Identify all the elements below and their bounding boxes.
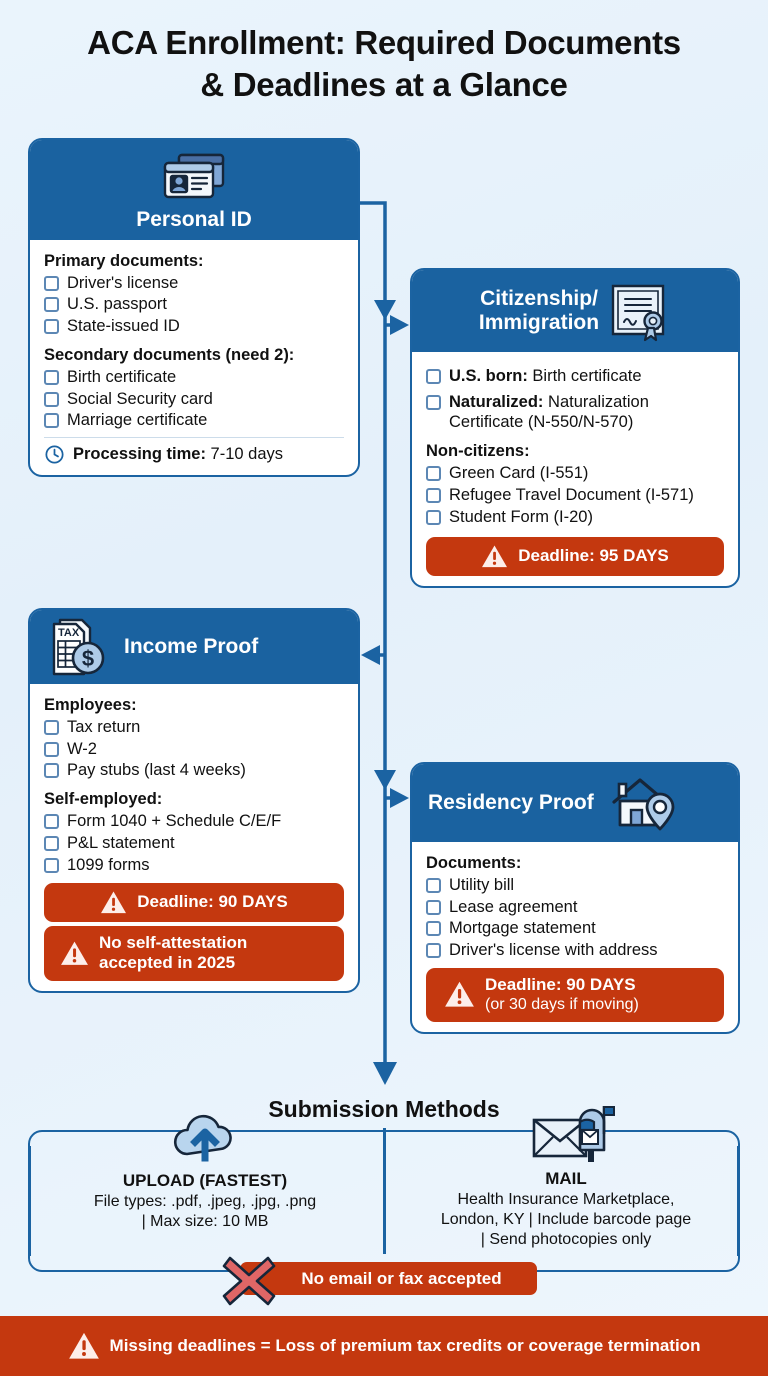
card-citizenship[interactable]: [410, 268, 740, 588]
checkbox-icon[interactable]: [44, 392, 59, 407]
checklist-label: Social Security card: [67, 389, 213, 408]
checklist-item[interactable]: [44, 717, 344, 737]
checkbox-icon[interactable]: [426, 900, 441, 915]
checklist-label: Form 1040 + Schedule C/E/F: [67, 812, 282, 831]
clock-icon: [44, 444, 65, 465]
submission-divider-right: [737, 1146, 740, 1256]
checklist-label: Green Card (I-551): [449, 464, 589, 483]
checkbox-icon[interactable]: [426, 369, 441, 384]
checklist-item[interactable]: [44, 316, 344, 336]
warning-triangle-icon: [68, 1331, 100, 1361]
submission-method-upload: [40, 1108, 370, 1232]
checkbox-icon[interactable]: [44, 276, 59, 291]
checklist-item[interactable]: [44, 410, 344, 430]
warning-badge-self-attestation: [44, 926, 344, 981]
checklist-label: Driver's license with address: [449, 940, 658, 959]
checklist-label: Student Form (I-20): [449, 507, 593, 526]
checklist-label: Mortgage statement: [449, 919, 596, 938]
card-citizenship-header: [412, 270, 738, 352]
card-citizenship-title: [479, 287, 599, 334]
card-personal-id-body: [30, 240, 358, 476]
processing-time-value: 7-10 days: [205, 445, 284, 464]
no-email-text: No email or fax accepted: [301, 1268, 502, 1288]
checklist-item[interactable]: [426, 918, 724, 938]
processing-time-label: Processing time:: [73, 445, 206, 464]
checklist-label: P&L statement: [67, 834, 175, 852]
card-residency-proof[interactable]: [410, 762, 740, 1034]
checklist-label: Lease agreement: [449, 897, 578, 916]
upload-desc-line1: File types: .pdf, .jpeg, .jpg, .png: [93, 1193, 317, 1210]
card-income-body: [30, 684, 358, 991]
checklist-label-bold: U.S. born:: [449, 367, 528, 385]
svg-text:$: $: [81, 646, 95, 671]
warning-triangle-icon: [100, 890, 127, 915]
checkbox-icon[interactable]: [44, 720, 59, 735]
upload-method-name: UPLOAD (FASTEST): [122, 1171, 288, 1190]
checklist-item[interactable]: [426, 463, 724, 483]
card-personal-id[interactable]: [28, 138, 360, 477]
warning-triangle-icon: [444, 980, 475, 1009]
checkbox-icon[interactable]: [44, 836, 59, 851]
checklist-item[interactable]: [44, 811, 344, 831]
certificate-icon: [605, 278, 671, 344]
checkbox-icon[interactable]: [44, 413, 59, 428]
warning-triangle-icon: [60, 940, 89, 967]
section-divider: [44, 437, 344, 438]
mail-desc-line3: | Send photocopies only: [480, 1231, 652, 1248]
card-personal-id-header: [30, 140, 358, 240]
mail-method-name: MAIL: [545, 1169, 587, 1188]
checkbox-icon[interactable]: [44, 742, 59, 757]
checkbox-icon[interactable]: [426, 510, 441, 525]
title-line2: & Deadlines at a Glance: [200, 66, 568, 104]
submission-divider-center: [383, 1128, 386, 1254]
checkbox-icon[interactable]: [426, 921, 441, 936]
card-residency-body: [412, 842, 738, 1032]
deadline-badge-residency: [426, 968, 724, 1022]
processing-time-row: [44, 444, 344, 465]
warning-triangle-icon: [481, 544, 508, 569]
id-card-icon: [157, 148, 231, 206]
checklist-label: 1099 forms: [67, 855, 150, 874]
checklist-label-bold: Naturalized:: [449, 393, 544, 412]
checklist-item[interactable]: [44, 367, 344, 387]
card-personal-id-title: Personal ID: [136, 208, 252, 231]
checklist-item[interactable]: [44, 760, 344, 780]
warning-line1: No self-attestation: [99, 932, 248, 952]
card-income-proof[interactable]: [28, 608, 360, 993]
upload-desc-line2: | Max size: 10 MB: [141, 1213, 269, 1230]
deadline-badge-citizenship: [426, 537, 724, 576]
checklist-label: Driver's license: [67, 273, 179, 292]
card-income-title: Income Proof: [124, 635, 259, 659]
house-location-pin-icon: [608, 774, 678, 832]
checklist-label: Utility bill: [449, 876, 515, 894]
checkbox-icon[interactable]: [426, 878, 441, 893]
checkbox-icon[interactable]: [426, 943, 441, 958]
deadline-badge-income: [44, 883, 344, 922]
group-label: Primary documents:: [44, 251, 204, 270]
checklist-item[interactable]: [426, 940, 724, 960]
card-citizenship-body: [412, 352, 738, 586]
x-cross-icon: [218, 1252, 280, 1310]
card-citizenship-title-line1: Citizenship/: [480, 287, 598, 311]
group-label: Non-citizens:: [426, 442, 530, 461]
checklist-item[interactable]: [44, 273, 344, 293]
checklist-label: Refugee Travel Document (I-571): [449, 486, 694, 504]
deadline-text: Deadline: 90 DAYS: [137, 892, 288, 912]
checklist-item[interactable]: [426, 392, 724, 432]
card-income-header: [30, 610, 358, 684]
checkbox-icon[interactable]: [426, 395, 441, 410]
checklist-label: W-2: [67, 739, 97, 758]
checkbox-icon[interactable]: [44, 763, 59, 778]
mail-desc-line2: London, KY | Include barcode page: [440, 1211, 692, 1228]
mail-desc-line1: Health Insurance Marketplace,: [457, 1191, 675, 1208]
checklist-label: Pay stubs (last 4 weeks): [67, 761, 246, 780]
warning-line2: accepted in 2025: [99, 953, 236, 973]
checklist-label: Tax return: [67, 718, 141, 736]
card-residency-header: [412, 764, 738, 842]
checkbox-icon[interactable]: [426, 488, 441, 503]
title-accent: ACA Enrollment:: [87, 24, 346, 61]
checklist-label: Birth certificate: [527, 367, 642, 385]
card-citizenship-title-line2: Immigration: [478, 311, 600, 334]
deadline-text: Deadline: 95 DAYS: [518, 546, 669, 566]
checkbox-icon[interactable]: [44, 297, 59, 312]
checklist-item[interactable]: [44, 855, 344, 875]
checklist-item[interactable]: [426, 366, 724, 386]
title-rest: Required Documents: [345, 24, 681, 61]
group-label: Employees:: [44, 696, 137, 714]
deadline-text: Deadline: 90 DAYS: [485, 975, 636, 994]
tax-form-dollar-icon: [44, 616, 108, 678]
footer-text: Missing deadlines = Loss of premium tax credits or coverage termination: [109, 1336, 701, 1355]
checklist-item[interactable]: [44, 833, 344, 853]
checklist-item[interactable]: [426, 507, 724, 527]
submission-divider-left: [28, 1146, 31, 1256]
checkbox-icon[interactable]: [44, 814, 59, 829]
svg-text:TAX: TAX: [58, 627, 80, 639]
checkbox-icon[interactable]: [44, 370, 59, 385]
checklist-label: Naturalization Certificate (N-550/N-570): [449, 393, 649, 432]
card-residency-title: Residency Proof: [428, 791, 594, 815]
checklist-label: Birth certificate: [67, 367, 177, 386]
submission-method-mail: [396, 1104, 736, 1250]
checkbox-icon[interactable]: [44, 319, 59, 334]
group-label: Documents:: [426, 854, 522, 872]
checklist-item[interactable]: [426, 897, 724, 917]
checklist-item[interactable]: [44, 389, 344, 409]
checklist-item[interactable]: [44, 294, 344, 314]
deadline-subtext: (or 30 days if moving): [485, 996, 639, 1014]
group-label: Self-employed:: [44, 790, 163, 809]
checklist-label: Marriage certificate: [67, 411, 208, 430]
checkbox-icon[interactable]: [426, 466, 441, 481]
checklist-item[interactable]: [426, 485, 724, 505]
checkbox-icon[interactable]: [44, 858, 59, 873]
group-label: Secondary documents (need 2):: [44, 345, 295, 364]
submission-methods-title: Submission Methods: [268, 1096, 500, 1122]
footer-alert-bar: [0, 1316, 768, 1376]
checklist-label: U.S. passport: [67, 295, 167, 314]
no-email-badge: [240, 1262, 537, 1295]
checklist-item[interactable]: [426, 875, 724, 895]
checklist-label: State-issued ID: [67, 316, 180, 335]
checklist-item[interactable]: [44, 739, 344, 759]
